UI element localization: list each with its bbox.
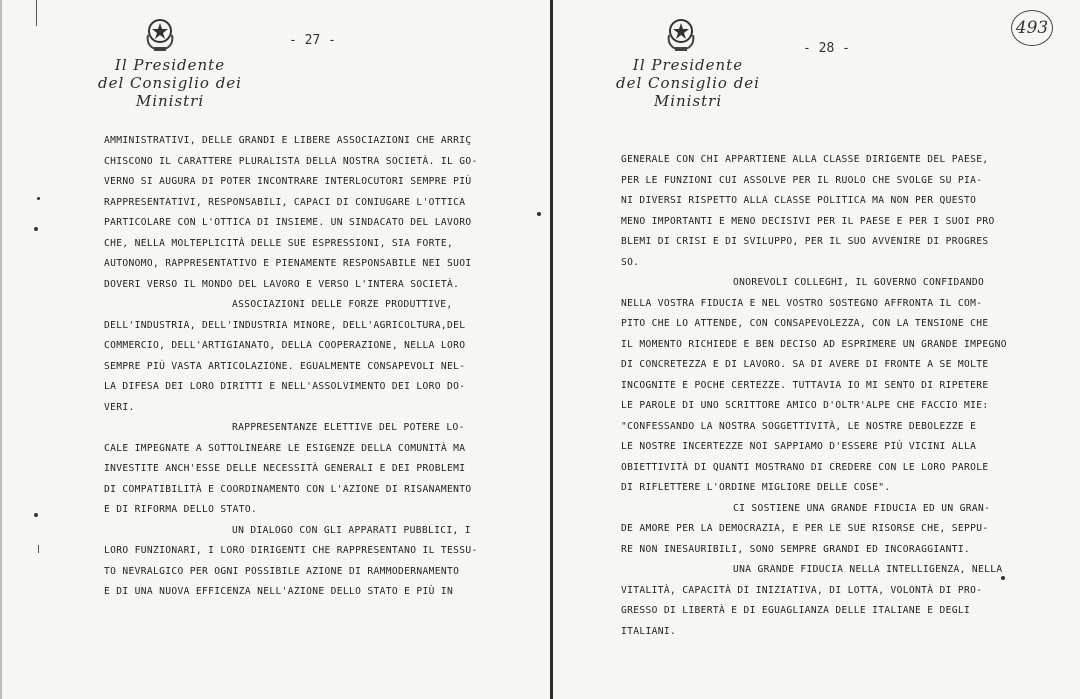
punch-mark bbox=[34, 513, 38, 517]
right-page bbox=[553, 0, 1080, 699]
text-line: COMMERCIO, DELL'ARTIGIANATO, DELLA COOPERAZIONE, NELLA LORO bbox=[104, 340, 466, 351]
text-line: LE PAROLE DI UNO SCRITTORE AMICO D'OLTR'ALPE CHE FACCIO MIE: bbox=[621, 400, 989, 411]
text-line: LE NOSTRE INCERTEZZE NOI SAPPIAMO D'ESSERE PIÙ VICINI ALLA bbox=[621, 441, 977, 452]
text-line: IL MOMENTO RICHIEDE E BEN DECISO AD ESPRIMERE UN GRANDE IMPEGNO bbox=[621, 338, 1007, 350]
republic-emblem-icon bbox=[143, 15, 177, 55]
text-line: LA DIFESA DEI LORO DIRITTI E NELL'ASSOLVIMENTO DEI LORO DO- bbox=[104, 381, 466, 392]
text-line: AMMINISTRATIVI, DELLE GRANDI E LIBERE ASSOCIAZIONI CHE ARRIÇ bbox=[104, 135, 472, 146]
text-line: E DI UNA NUOVA EFFICENZA NELL'AZIONE DELLO STATO E PIÙ IN bbox=[104, 586, 454, 597]
text-line: DI RIFLETTERE L'ORDINE MIGLIORE DELLE COSE". bbox=[621, 482, 891, 493]
text-line: CI SOSTIENE UNA GRANDE FIDUCIA ED UN GRAN- bbox=[733, 502, 991, 514]
text-line: NI DIVERSI RISPETTO ALLA CLASSE POLITICA MA NON PER QUESTO bbox=[621, 195, 977, 206]
body-text bbox=[621, 150, 1007, 642]
text-line: GRESSO DI LIBERTÀ E DI EGUAGLIANZA DELLE ITALIANE E DEGLI bbox=[621, 605, 971, 616]
text-line: INCOGNITE E POCHE CERTEZZE. TUTTAVIA IO MI SENTO DI RIPETERE bbox=[621, 379, 989, 391]
punch-mark bbox=[37, 197, 40, 200]
text-line: ASSOCIAZIONI DELLE FORZE PRODUTTIVE, bbox=[232, 299, 453, 310]
text-line: UN DIALOGO CON GLI APPARATI PUBBLICI, I bbox=[232, 524, 471, 536]
text-line: UNA GRANDE FIDUCIA NELLA INTELLIGENZA, NELLA bbox=[733, 564, 1003, 575]
text-line: CALE IMPEGNATE A SOTTOLINEARE LE ESIGENZE DELLA COMUNITÀ MA bbox=[104, 442, 466, 454]
text-line: RE NON INESAURIBILI, SONO SEMPRE GRANDI ED INCORAGGIANTI. bbox=[621, 543, 971, 555]
punch-mark bbox=[537, 212, 541, 216]
punch-mark bbox=[34, 227, 38, 231]
text-line: AUTONOMO, RAPPRESENTATIVO E PIENAMENTE RESPONSABILE NEI SUOI bbox=[104, 258, 472, 269]
text-line: PARTICOLARE CON L'OTTICA DI INSIEME. UN SINDACATO DEL LAVORO bbox=[104, 217, 472, 228]
text-line: DI CONCRETEZZA E DI LAVORO. SA DI AVERE DI FRONTE A SE MOLTE bbox=[621, 359, 989, 370]
text-line: TO NEVRALGICO PER OGNI POSSIBILE AZIONE DI RAMMODERNAMENTO bbox=[104, 565, 460, 577]
text-line: ONOREVOLI COLLEGHI, IL GOVERNO CONFIDANDO bbox=[733, 277, 985, 288]
letterhead-title: Il Presidente bbox=[114, 56, 226, 74]
text-line: VITALITÀ, CAPACITÀ DI INIZIATIVA, DI LOTTA, VOLONTÀ DI PRO- bbox=[621, 584, 983, 596]
text-line: DOVERI VERSO IL MONDO DEL LAVORO E VERSO L'INTERA SOCIETÀ. bbox=[104, 278, 460, 290]
text-line: NELLA VOSTRA FIDUCIA E NEL VOSTRO SOSTEGNO AFFRONTA IL COM- bbox=[621, 297, 983, 309]
archive-number-stamp: 493 bbox=[1011, 10, 1053, 46]
scan-mark bbox=[38, 545, 39, 553]
text-line: E DI RIFORMA DELLO STATO. bbox=[104, 504, 258, 515]
punch-mark bbox=[1001, 576, 1005, 580]
letterhead-subtitle: del Consiglio dei Ministri bbox=[616, 74, 760, 110]
text-line: BLEMI DI CRISI E DI SVILUPPO, PER IL SUO AVVENIRE DI PROGRES bbox=[621, 236, 989, 247]
text-line: RAPPRESENTATIVI, RESPONSABILI, CAPACI DI CONIUGARE L'OTTICA bbox=[104, 196, 466, 208]
text-line: MENO IMPORTANTI E MENO DECISIVI PER IL PAESE E PER I SUOI PRO bbox=[621, 215, 995, 227]
body-text bbox=[104, 131, 478, 603]
text-line: SO. bbox=[621, 256, 640, 268]
text-line: GENERALE CON CHI APPARTIENE ALLA CLASSE DIRIGENTE DEL PAESE, bbox=[621, 154, 989, 165]
republic-emblem-icon bbox=[664, 15, 698, 55]
text-line: RAPPRESENTANZE ELETTIVE DEL POTERE LO- bbox=[232, 422, 465, 433]
page-number: - 28 - bbox=[803, 41, 850, 56]
page-number: - 27 - bbox=[289, 33, 336, 48]
text-line: DI COMPATIBILITÀ E COORDINAMENTO CON L'AZIONE DI RISANAMENTO bbox=[104, 483, 472, 495]
letterhead bbox=[70, 56, 270, 110]
text-line: LORO FUNZIONARI, I LORO DIRIGENTI CHE RAPPRESENTANO IL TESSU- bbox=[104, 545, 478, 556]
letterhead-subtitle: del Consiglio dei Ministri bbox=[98, 74, 242, 110]
letterhead-title: Il Presidente bbox=[632, 56, 744, 74]
scan-mark bbox=[36, 0, 37, 26]
letterhead bbox=[588, 56, 788, 110]
text-line: OBIETTIVITÀ DI QUANTI MOSTRANO DI CREDERE CON LE LORO PAROLE bbox=[621, 461, 989, 473]
text-line: "CONFESSANDO LA NOSTRA SOGGETTIVITÀ, LE NOSTRE DEBOLEZZE E bbox=[621, 420, 977, 432]
text-line: INVESTITE ANCH'ESSE DELLE NECESSITÀ GENERALI E DEI PROBLEMI bbox=[104, 463, 466, 474]
text-line: DELL'INDUSTRIA, DELL'INDUSTRIA MINORE, DELL'AGRICOLTURA,DEL bbox=[104, 319, 466, 331]
text-line: PITO CHE LO ATTENDE, CON CONSAPEVOLEZZA, CON LA TENSIONE CHE bbox=[621, 318, 989, 329]
text-line: ITALIANI. bbox=[621, 625, 677, 637]
text-line: CHISCONO IL CARATTERE PLURALISTA DELLA NOSTRA SOCIETÀ. IL GO- bbox=[104, 155, 478, 167]
page-edge bbox=[0, 0, 2, 699]
text-line: DE AMORE PER LA DEMOCRAZIA, E PER LE SUE RISORSE CHE, SEPPU- bbox=[621, 523, 989, 534]
text-line: VERI. bbox=[104, 401, 135, 413]
text-line: PER LE FUNZIONI CUI ASSOLVE PER IL RUOLO CHE SVOLGE SU PIA- bbox=[621, 174, 983, 186]
text-line: CHE, NELLA MOLTEPLICITÀ DELLE SUE ESPRESSIONI, SIA FORTE, bbox=[104, 237, 454, 249]
text-line: VERNO SI AUGURA DI POTER INCONTRARE INTERLOCUTORI SEMPRE PIÙ bbox=[104, 176, 472, 187]
text-line: SEMPRE PIÙ VASTA ARTICOLAZIONE. EGUALMENTE CONSAPEVOLI NEL- bbox=[104, 360, 466, 372]
